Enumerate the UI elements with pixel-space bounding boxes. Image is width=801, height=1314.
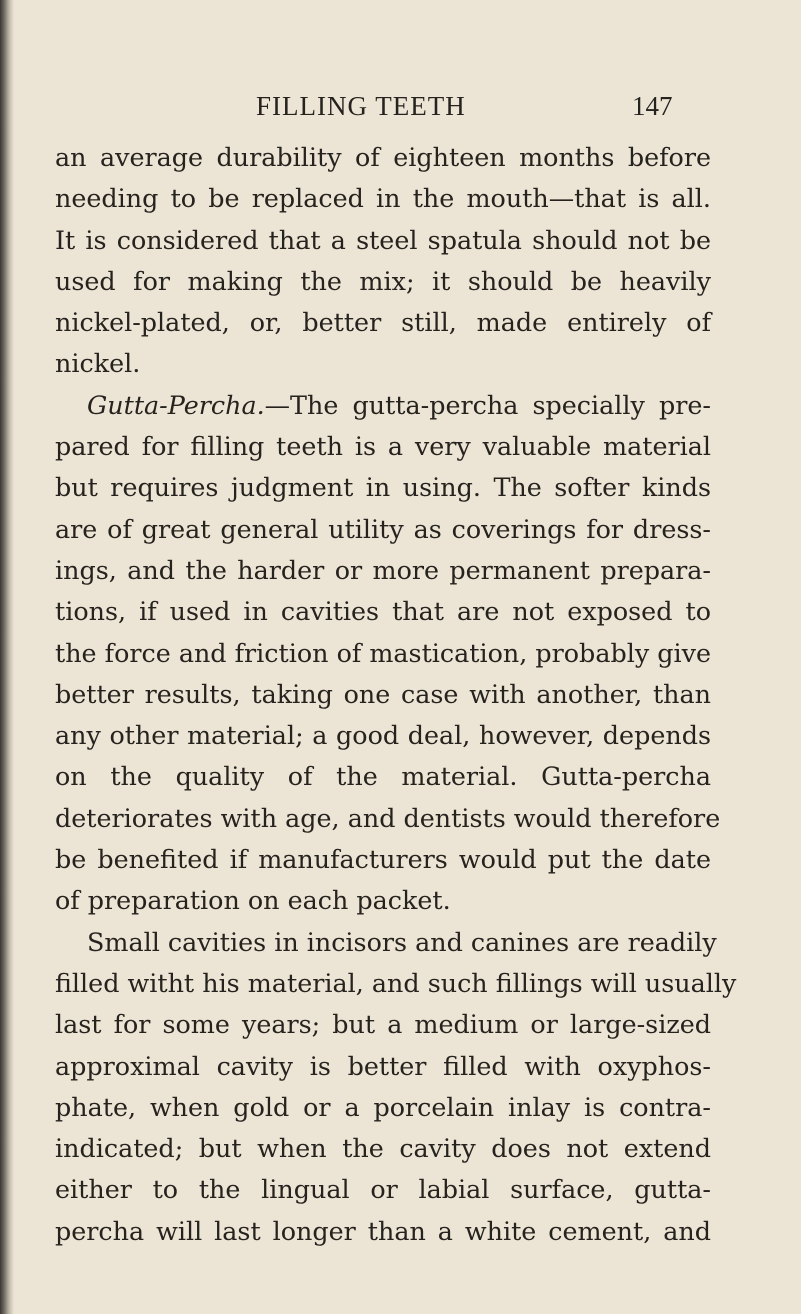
text-line: any other material; a good deal, however, depends [55, 720, 711, 751]
paragraph-2 [55, 385, 721, 922]
text-line: better results, taking one case with another, than [55, 678, 711, 709]
text-line: needing to be replaced in the mouth—that is all. [55, 183, 711, 214]
heading-line-text: —The gutta-percha specially pre- [264, 389, 711, 420]
text-line: of preparation on each packet. [55, 885, 451, 916]
text-line: percha will last longer than a white cement, and [55, 1215, 711, 1246]
section-heading: Gutta-Percha. [87, 389, 265, 420]
text-line: approximal cavity is better filled with oxyphos- [55, 1050, 711, 1081]
text-line: phate, when gold or a porcelain inlay is contra- [55, 1091, 711, 1122]
text-line: filled witht his material, and such fillings will usually [55, 967, 737, 998]
text-line: Small cavities in incisors and canines are readily [87, 926, 717, 957]
paragraph-3 [55, 922, 737, 1252]
text-line: It is considered that a steel spatula should not be [55, 224, 711, 255]
text-line: are of great general utility as coverings for dress- [55, 513, 711, 544]
text-line: deteriorates with age, and dentists would therefore [55, 802, 721, 833]
text-line: used for making the mix; it should be heavily [55, 265, 711, 296]
text-line: on the quality of the material. Gutta-percha [55, 761, 711, 792]
text-line: ings, and the harder or more permanent prepara- [55, 554, 711, 585]
paragraph-1 [55, 137, 711, 385]
text-line: nickel. [55, 348, 141, 379]
text-line: pared for filling teeth is a very valuable material [55, 431, 711, 462]
text-line: either to the lingual or labial surface, gutta- [55, 1174, 711, 1205]
text-line: last for some years; but a medium or large-sized [55, 1009, 711, 1040]
text-line [55, 385, 711, 426]
text-line: an average durability of eighteen months before [55, 142, 711, 172]
page-binding-edge [0, 0, 14, 1314]
page-number: 147 [632, 91, 673, 121]
text-line: indicated; but when the cavity does not extend [55, 1133, 711, 1164]
page-header [0, 91, 801, 131]
text-line: tions, if used in cavities that are not exposed to [55, 596, 711, 627]
text-line: nickel-plated, or, better still, made entirely of [55, 307, 711, 338]
running-title: FILLING TEETH [256, 91, 466, 121]
body-text [55, 137, 737, 1252]
text-line: but requires judgment in using. The softer kinds [55, 472, 711, 503]
text-line: be benefited if manufacturers would put the date [55, 844, 711, 875]
text-line: the force and friction of mastication, probably give [55, 637, 711, 668]
